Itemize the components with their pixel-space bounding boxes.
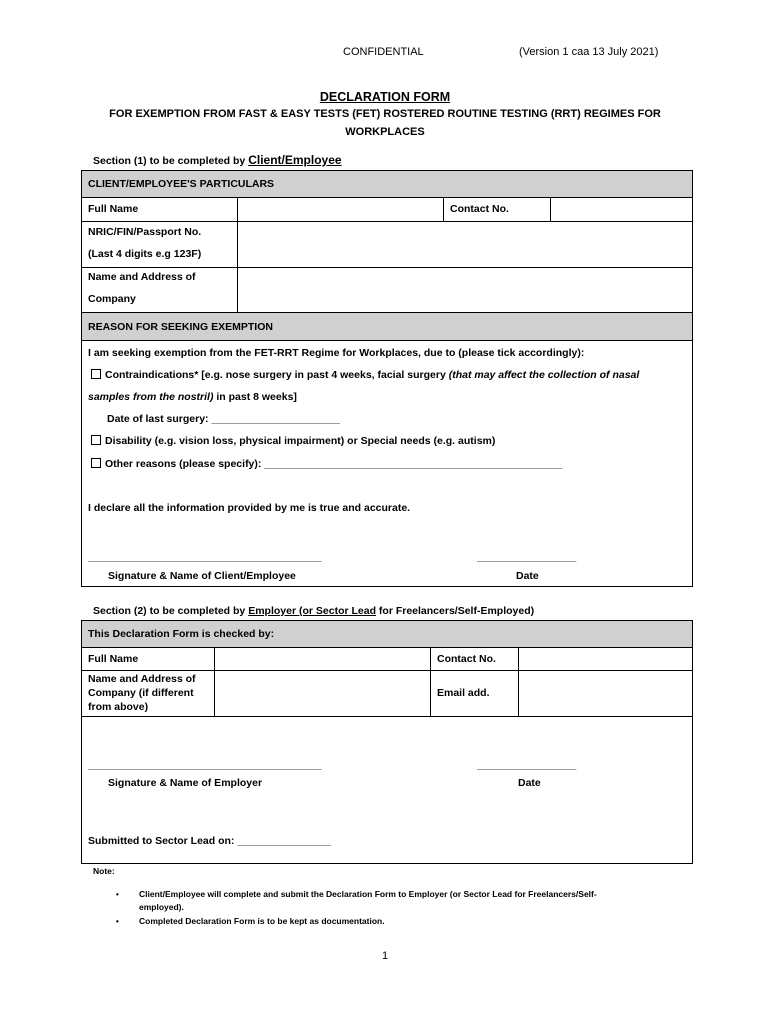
contact-no-field[interactable] — [551, 198, 692, 221]
reason-body — [82, 340, 692, 586]
employer-signature-label: Signature & Name of Employer — [108, 777, 263, 789]
option-contraindications[interactable] — [91, 369, 639, 381]
employer-signature-line[interactable]: ________________________________________ — [88, 759, 322, 771]
full-name-row — [82, 197, 692, 221]
section1-table — [81, 170, 693, 587]
reason-intro: I am seeking exemption from the FET-RRT Regime for Workplaces, due to (please tick accordingly): — [88, 347, 585, 359]
note-item-text: Client/Employee will complete and submit the Declaration Form to Employer (or Sector Lead for Freelancers/Self-employed). — [139, 889, 597, 912]
employer-full-name-label: Full Name — [88, 653, 139, 665]
form-subtitle-line2: WORKPLACES — [345, 126, 425, 138]
employer-signature-block — [82, 716, 692, 863]
email-field[interactable] — [519, 671, 692, 716]
section2-label-who: Employer (or Sector Lead — [248, 605, 376, 617]
confidential-label: CONFIDENTIAL — [343, 46, 424, 58]
company-label-line1: Name and Address of — [88, 271, 196, 283]
section1-label-who: Client/Employee — [248, 153, 342, 167]
email-label: Email add. — [437, 687, 490, 699]
nric-field[interactable] — [238, 222, 692, 267]
opt1-continuation — [88, 391, 297, 403]
employer-full-name-field[interactable] — [215, 648, 430, 670]
note-item-text: Completed Declaration Form is to be kept as documentation. — [139, 916, 385, 926]
opt1-text-b: in past 8 weeks] — [213, 391, 297, 403]
declaration-statement: I declare all the information provided by me is true and accurate. — [88, 502, 411, 514]
bullet-icon: • — [116, 917, 119, 926]
particulars-header-row — [82, 171, 692, 197]
employer-date-label: Date — [518, 777, 541, 789]
opt2-text: Disability (e.g. vision loss, physical impairment) or Special needs (e.g. autism) — [105, 435, 496, 447]
employer-name-row — [82, 647, 692, 670]
note-item — [116, 888, 636, 914]
other-checkbox[interactable] — [91, 458, 101, 468]
disability-checkbox[interactable] — [91, 435, 101, 445]
section1-label-prefix: Section (1) to be completed by — [93, 155, 249, 167]
employer-company-label-line1: Name and Address of — [88, 673, 196, 685]
client-signature-line[interactable]: ________________________________________ — [88, 551, 322, 563]
form-subtitle-line1: FOR EXEMPTION FROM FAST & EASY TESTS (FET) ROSTERED ROUTINE TESTING (RRT) REGIMES FOR — [109, 108, 661, 120]
option-disability[interactable] — [91, 435, 495, 447]
section2-table — [81, 620, 693, 864]
opt3-text: Other reasons (please specify): ___________________________________________________ — [105, 458, 563, 470]
notes-label: Note: — [93, 866, 115, 876]
checked-header-row — [82, 621, 692, 647]
opt1-italic-a: (that may affect the collection of nasal — [448, 369, 640, 381]
contact-no-label: Contact No. — [450, 203, 509, 215]
nric-label-line2: (Last 4 digits e.g 123F) — [88, 248, 202, 260]
company-field[interactable] — [238, 268, 692, 312]
reason-header-row — [82, 312, 692, 340]
employer-date-line[interactable]: _________________ — [477, 759, 577, 771]
client-signature-label: Signature & Name of Client/Employee — [108, 570, 296, 582]
checked-header: This Declaration Form is checked by: — [88, 628, 275, 640]
full-name-field[interactable] — [238, 198, 443, 221]
nric-label-line1: NRIC/FIN/Passport No. — [88, 226, 202, 238]
particulars-header: CLIENT/EMPLOYEE'S PARTICULARS — [88, 178, 275, 190]
version-label: (Version 1 caa 13 July 2021) — [519, 46, 659, 58]
submitted-to-sector-lead[interactable]: Submitted to Sector Lead on: ________________ — [88, 835, 331, 847]
section2-label — [93, 605, 534, 617]
company-label-line2: Company — [88, 293, 136, 305]
surgery-date-line[interactable]: Date of last surgery: ______________________ — [107, 413, 340, 425]
section2-label-prefix: Section (2) to be completed by — [93, 605, 249, 617]
section1-label — [93, 153, 342, 167]
form-title: DECLARATION FORM — [319, 90, 451, 104]
company-row — [82, 267, 692, 312]
opt1-italic-b: samples from the nostril) — [88, 391, 214, 403]
page-number: 1 — [381, 950, 389, 962]
employer-company-row — [82, 670, 692, 716]
employer-company-label-line2: Company (if different — [88, 687, 194, 699]
contraindications-checkbox[interactable] — [91, 369, 101, 379]
employer-contact-no-label: Contact No. — [437, 653, 496, 665]
employer-contact-no-field[interactable] — [519, 648, 692, 670]
client-date-line[interactable]: _________________ — [477, 551, 577, 563]
reason-header: REASON FOR SEEKING EXEMPTION — [88, 321, 273, 333]
full-name-label: Full Name — [88, 203, 139, 215]
note-item — [116, 915, 636, 928]
section2-label-suffix: for Freelancers/Self-Employed) — [376, 605, 535, 617]
bullet-icon: • — [116, 890, 119, 899]
employer-company-field[interactable] — [215, 671, 430, 716]
opt1-text-a: Contraindications* [e.g. nose surgery in past 4 weeks, facial surgery — [105, 369, 449, 381]
option-other[interactable] — [91, 458, 562, 470]
notes-list — [116, 888, 636, 928]
employer-company-label-line3: from above) — [88, 701, 149, 713]
nric-row — [82, 221, 692, 267]
client-date-label: Date — [516, 570, 539, 582]
